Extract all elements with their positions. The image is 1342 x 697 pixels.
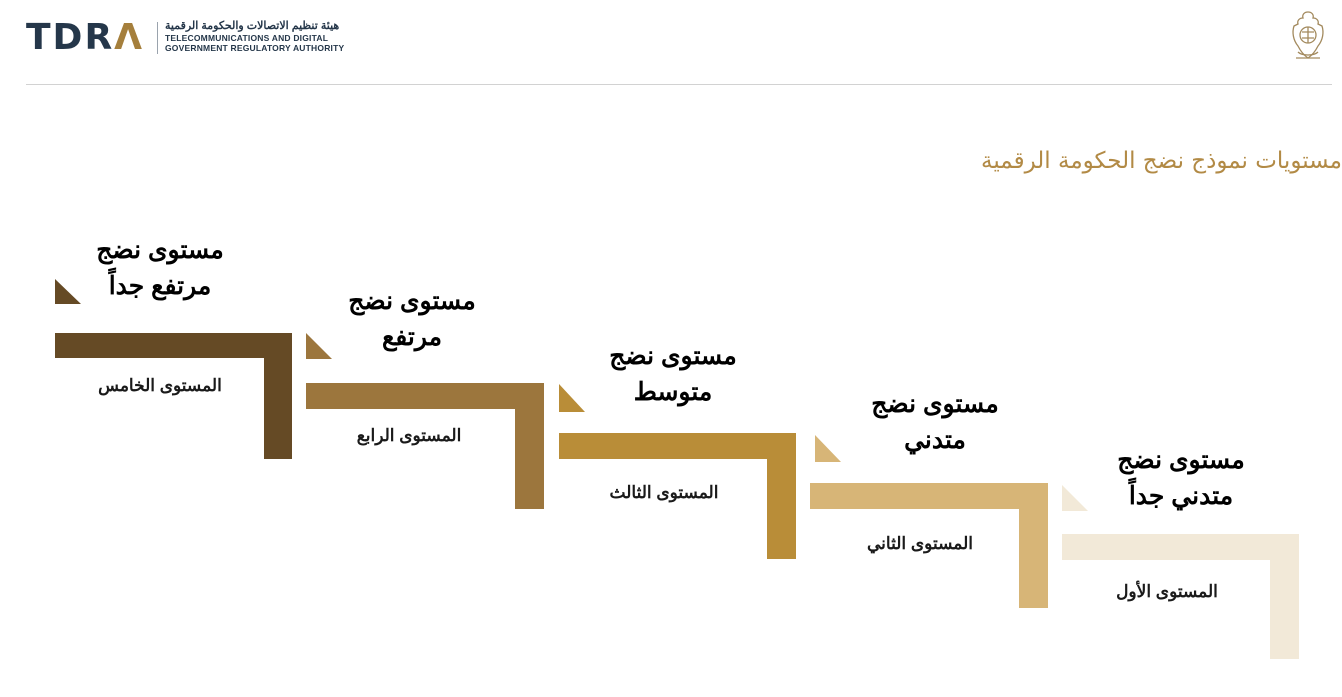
tdra-logo: TDRΛ [26,17,145,58]
level-4-title: مستوى نضج مرتفع [348,287,476,351]
level-4-bar [306,383,544,509]
level-2-label: المستوى الثاني [867,534,973,553]
level-4-label: المستوى الرابع [356,426,462,445]
org-name-arabic: هيئة تنظيم الاتصالات والحكومة الرقمية [165,20,340,32]
level-2-title: مستوى نضج متدني [871,390,999,454]
level-5-step [55,232,315,462]
level-5-label: المستوى الخامس [98,376,222,395]
level-4-step [306,283,566,513]
page-title: مستويات نموذج نضج الحكومة الرقمية [981,148,1342,174]
level-2-step [810,386,1070,616]
level-3-title: مستوى نضج متوسط [609,342,737,406]
level-5-bar [55,333,292,459]
level-1-step [1062,442,1322,672]
org-name-english-line1: TELECOMMUNICATIONS AND DIGITAL [165,33,329,43]
level-5-title: مستوى نضج مرتفع جداً [96,236,224,300]
level-1-label: المستوى الأول [1116,582,1218,601]
level-1-title: مستوى نضج متدني جداً [1117,446,1245,510]
level-3-step [559,338,819,568]
org-name-english-line2: GOVERNMENT REGULATORY AUTHORITY [165,43,345,53]
level-3-label: المستوى الثالث [609,483,719,502]
